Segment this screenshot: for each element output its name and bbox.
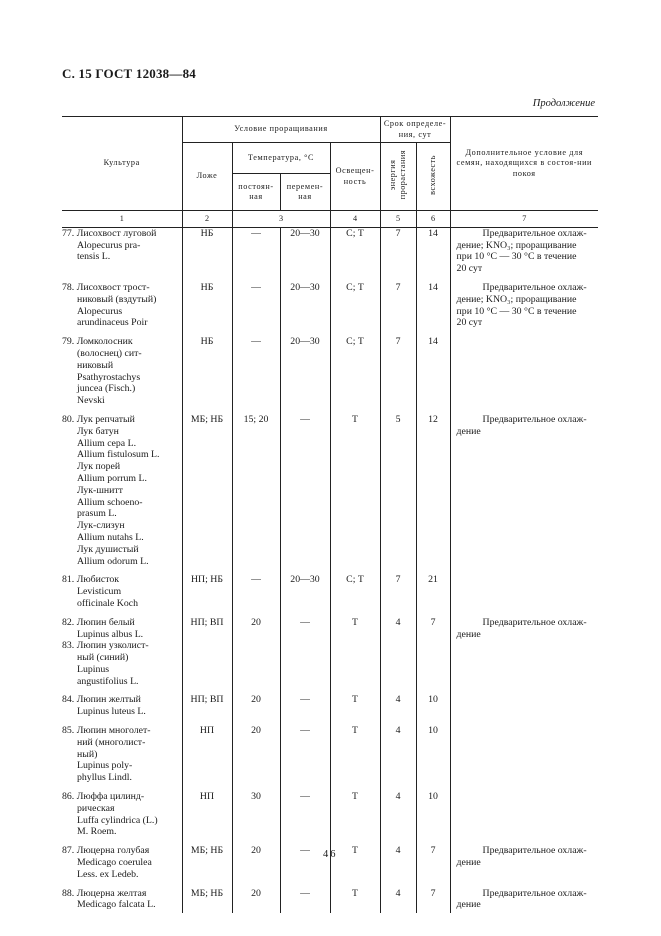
col-number: 5 [380,211,416,228]
page-number: 46 [323,849,338,860]
table-row [62,694,598,725]
germination-cell: 14 [416,227,450,282]
variable-temp-cell: 20—30 [280,282,330,336]
variable-temp-cell: 20—30 [280,336,330,414]
variable-temp-cell: 20—30 [280,227,330,282]
header-determination-period: Срок определе-ния, сут [380,117,450,143]
lighting-cell: С; Т [330,336,380,414]
constant-temp-cell: 20 [232,845,280,887]
additional-condition-cell [450,791,598,845]
culture-cell: 77. Лисохвост луговой Alopecurus pra- tensis L. [62,227,157,263]
lighting-cell: Т [330,617,380,695]
germination-cell: 7 [416,845,450,887]
energy-cell: 4 [380,791,416,845]
lighting-cell: С; Т [330,282,380,336]
germination-cell: 10 [416,791,450,845]
additional-condition-cell: Предварительное охлаж- дение [450,888,598,914]
variable-temp-cell: — [280,791,330,845]
variable-temp-cell: — [280,888,330,914]
lighting-cell: С; Т [330,574,380,616]
table-row [62,617,598,695]
page-header: С. 15 ГОСТ 12038—84 [62,66,196,81]
lighting-cell: Т [330,888,380,914]
germination-table [62,116,598,913]
bed-cell: НБ [182,227,232,282]
col-number: 7 [450,211,598,228]
table-row [62,725,598,791]
energy-cell: 4 [380,694,416,725]
culture-cell: 84. Люпин желтый Lupinus luteus L. [62,694,146,718]
variable-temp-cell: 20—30 [280,574,330,616]
header-temperature: Температура, °С [232,143,330,174]
constant-temp-cell: — [232,336,280,414]
additional-condition-cell: Предварительное охлаж- дение; KNO₃; проращивание при 10 °С — 30 °С в течение 20 сут [450,282,598,336]
header-variable: перемен- ная [280,174,330,211]
culture-cell: 86. Люффа цилинд- рическая Luffa cylindrica (L.) M. Roem. [62,791,158,838]
culture-cell: 80. Лук репчатый Лук батун Allium cepa L. Allium fistulosum L. Лук порей Allium porrum L. Лук-шнитт Allium schoeno- prasum L. Лук-слизун Allium nutahs L. Лук душистый Allium odorum L. [62,413,160,567]
constant-temp-cell: 20 [232,617,280,695]
bed-cell: МБ; НБ [182,845,232,887]
variable-temp-cell: — [280,845,330,887]
continuation-label: Продолжение [532,98,595,109]
additional-condition-cell: Предварительное охлаж- дение [450,617,598,695]
lighting-cell: Т [330,845,380,887]
header-lighting: Освещен- ность [330,143,380,211]
energy-cell: 7 [380,282,416,336]
lighting-cell: Т [330,791,380,845]
col-number: 6 [416,211,450,228]
germination-cell: 7 [416,888,450,914]
bed-cell: МБ; НБ [182,888,232,914]
additional-condition-cell: Предварительное охлаж- дение; KNO₃; проращивание при 10 °С — 30 °С в течение 20 сут [450,227,598,282]
header-germination: всхожесть [416,143,450,211]
table-row [62,336,598,414]
constant-temp-cell: 30 [232,791,280,845]
culture-cell: 79. Ломколосник (волоснец) сит- никовый Psathyrostachys juncea (Fisch.) Nevski [62,336,142,407]
culture-cell: 81. Любисток Levisticum officinale Koch [62,574,139,609]
additional-condition-cell [450,574,598,616]
header-culture: Культура [62,117,182,211]
table-row [62,282,598,336]
energy-cell: 7 [380,227,416,282]
constant-temp-cell: — [232,574,280,616]
table-row [62,414,598,574]
header-constant: постоян- ная [232,174,280,211]
constant-temp-cell: 20 [232,694,280,725]
col-number: 2 [182,211,232,228]
bed-cell: НП [182,725,232,791]
culture-cell: 78. Лисохвост трост- никовый (вздутый) Alopecurus arundinaceus Poir [62,281,157,329]
bed-cell: НБ [182,282,232,336]
energy-cell: 4 [380,888,416,914]
header-additional-condition: Дополнительное условие для семян, находящихся в состоя-нии покоя [450,117,598,211]
constant-temp-cell: 20 [232,725,280,791]
lighting-cell: Т [330,725,380,791]
variable-temp-cell: — [280,725,330,791]
lighting-cell: Т [330,694,380,725]
table-row [62,227,598,282]
germination-cell: 7 [416,617,450,695]
germination-cell: 14 [416,282,450,336]
bed-cell: НП; НБ [182,574,232,616]
culture-cell: 88. Люцерна желтая Medicago falcata L. [62,887,156,911]
germination-cell: 21 [416,574,450,616]
variable-temp-cell: — [280,694,330,725]
bed-cell: НП; ВП [182,694,232,725]
energy-cell: 4 [380,845,416,887]
table-body [62,227,598,913]
variable-temp-cell: — [280,414,330,574]
germination-cell: 14 [416,336,450,414]
constant-temp-cell: — [232,227,280,282]
bed-cell: МБ; НБ [182,414,232,574]
energy-cell: 7 [380,336,416,414]
constant-temp-cell: 20 [232,888,280,914]
header-bed: Ложе [182,143,232,211]
germination-cell: 10 [416,725,450,791]
lighting-cell: Т [330,414,380,574]
germination-cell: 10 [416,694,450,725]
culture-cell: 85. Люпин многолет- ний (многолист- ный) Lupinus poly- phyllus Lindl. [62,725,151,784]
culture-cell: 87. Люцерна голубая Medicago coerulea Less. ex Ledeb. [62,845,152,880]
constant-temp-cell: — [232,282,280,336]
table-row [62,574,598,616]
table-row [62,791,598,845]
col-number: 3 [232,211,330,228]
header-energy: энергия прорастания [380,143,416,211]
additional-condition-cell: Предварительное охлаж- дение [450,414,598,574]
additional-condition-cell: Предварительное охлаж- дение [450,845,598,887]
additional-condition-cell [450,694,598,725]
additional-condition-cell [450,725,598,791]
bed-cell: НБ [182,336,232,414]
col-number: 4 [330,211,380,228]
energy-cell: 5 [380,414,416,574]
variable-temp-cell: — [280,617,330,695]
energy-cell: 4 [380,725,416,791]
bed-cell: НП; ВП [182,617,232,695]
table-row [62,888,598,914]
energy-cell: 4 [380,617,416,695]
constant-temp-cell: 15; 20 [232,414,280,574]
energy-cell: 7 [380,574,416,616]
lighting-cell: С; Т [330,227,380,282]
culture-cell: 82. Люпин белый Lupinus albus L. 83. Люпин узколист- ный (синий) Lupinus angustifolius L. [62,616,149,687]
header-germination-conditions: Условие проращивания [182,117,380,143]
col-number: 1 [62,211,182,228]
germination-cell: 12 [416,414,450,574]
bed-cell: НП [182,791,232,845]
additional-condition-cell [450,336,598,414]
